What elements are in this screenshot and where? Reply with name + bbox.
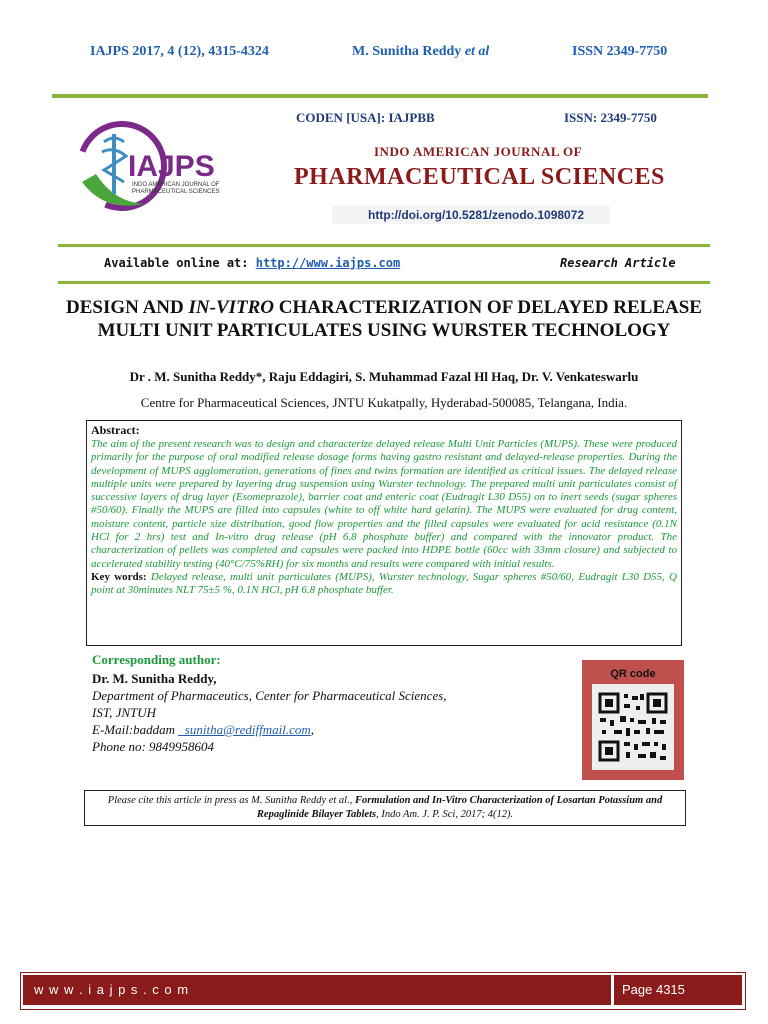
masthead-divider-top: [58, 244, 710, 247]
journal-logo: [74, 112, 244, 222]
abstract-text: The aim of the present research was to design and characterize delayed release Multi Unit Particles (MUPS). These were produced primarily for the purpose of oral modified release dosage forms having gastro resistant and delayed-release properties. During the development of MUPS agglomeration, generations of fines and twins formation are identified as critical issues. The delayed release multiple units were prepared by layering drug suspension using Wurster technology. The prepared multi unit particulates consist of successive layers of drug layer (Esomeprazole), barrier coat and enteric coat (Eudragit L30 D55) on to inert seeds (sugar spheres #50/60). Finally the MUPS are filled into capsules (white to off white hard gelatin). The MUPS were evaluated for drug content, moisture content, particle size distribution, good flow properties and the filled capsules were evaluated for acid resistance (0.1N HCl for 2 hrs) test and In-vitro drug release (pH 6.8 phosphate buffer) and compared with the innovator product. The characterization of pellets was completed and capsules were packed into HDPE bottle (60cc with 33mm closure) and subjected to accelerated stability testing (40°C/75%RH) for six months and results were compared with initial results.: [91, 438, 677, 570]
top-divider: [52, 94, 708, 98]
article-affiliation: Centre for Pharmaceutical Sciences, JNTU Kukatpally, Hyderabad-500085, Telangana, India.: [140, 395, 628, 410]
article-title: DESIGN AND IN-VITRO CHARACTERIZATION OF DELAYED RELEASE MULTI UNIT PARTICULATES USING WURSTER TECHNOLOGY: [66, 297, 702, 341]
page-number: Page 4315: [622, 982, 685, 997]
abstract-box: [86, 420, 682, 646]
logo-subtext: INDO AMERICAN JOURNAL OF PHARMACEUTICAL SCIENCES: [132, 182, 220, 195]
corresponding-dept: Department of Pharmaceutics, Center for Pharmaceutical Sciences,: [92, 688, 447, 703]
availability-line: [104, 256, 400, 270]
header-citation: IAJPS 2017, 4 (12), 4315-4324: [90, 44, 269, 59]
running-header: [0, 44, 768, 64]
logo-graphic: [74, 112, 244, 222]
journal-name-prefix: INDO AMERICAN JOURNAL OF: [374, 144, 583, 159]
journal-name: PHARMACEUTICAL SCIENCES: [294, 164, 665, 190]
header-issn: ISSN 2349-7750: [572, 44, 668, 59]
footer-site-link[interactable]: w w w . i a j p s . c o m: [34, 982, 190, 997]
corresponding-inst: IST, JNTUH: [92, 705, 157, 720]
citation-box: Please cite this article in press as M. Sunitha Reddy et al., Formulation and In-Vitro Characterization of Losartan Potassium and Repaglinide Bilayer Tablets, Indo Am. J. P. Sci, 2017; 4(12).: [84, 790, 686, 826]
keywords: Key words: Delayed release, multi unit particulates (MUPS), Wurster technology, Sugar spheres #50/60, Eudragit L30 D55, Q point at 30minutes NLT 75±5 %, 0.1N HCl, pH 6.8 phosphate buffer.: [91, 570, 677, 597]
masthead-divider-bottom: [58, 281, 710, 284]
logo-text: IAJPS: [128, 150, 215, 183]
abstract-heading: Abstract:: [91, 423, 140, 437]
header-author: M. Sunitha Reddy et al: [352, 44, 490, 59]
masthead-issn: ISSN: 2349-7750: [564, 110, 657, 125]
corresponding-name: Dr. M. Sunitha Reddy,: [92, 671, 217, 686]
corresponding-phone: Phone no: 9849958604: [92, 739, 215, 754]
availability-label: Available online at:: [104, 256, 256, 270]
corresponding-heading: Corresponding author:: [92, 652, 221, 667]
coden: CODEN [USA]: IAJPBB: [296, 110, 435, 125]
qr-code-icon: [592, 684, 674, 770]
qr-code: [592, 684, 674, 770]
email-link[interactable]: _sunitha@rediffmail.com: [178, 722, 311, 737]
corresponding-details: Dr. M. Sunitha Reddy, Department of Pharmaceutics, Center for Pharmaceutical Sciences, IST, JNTUH E-Mail:baddam _sunitha@rediffmail.com, Phone no: 9849958604: [92, 671, 447, 754]
doi-link[interactable]: http://doi.org/10.5281/zenodo.1098072: [368, 208, 585, 222]
website-link[interactable]: http://www.iajps.com: [255, 256, 401, 270]
article-type: Research Article: [560, 256, 676, 270]
article-authors: Dr . M. Sunitha Reddy*, Raju Eddagiri, S. Muhammad Fazal Hl Haq, Dr. V. Venkateswarlu: [129, 369, 639, 384]
qr-label: QR code: [610, 668, 656, 680]
